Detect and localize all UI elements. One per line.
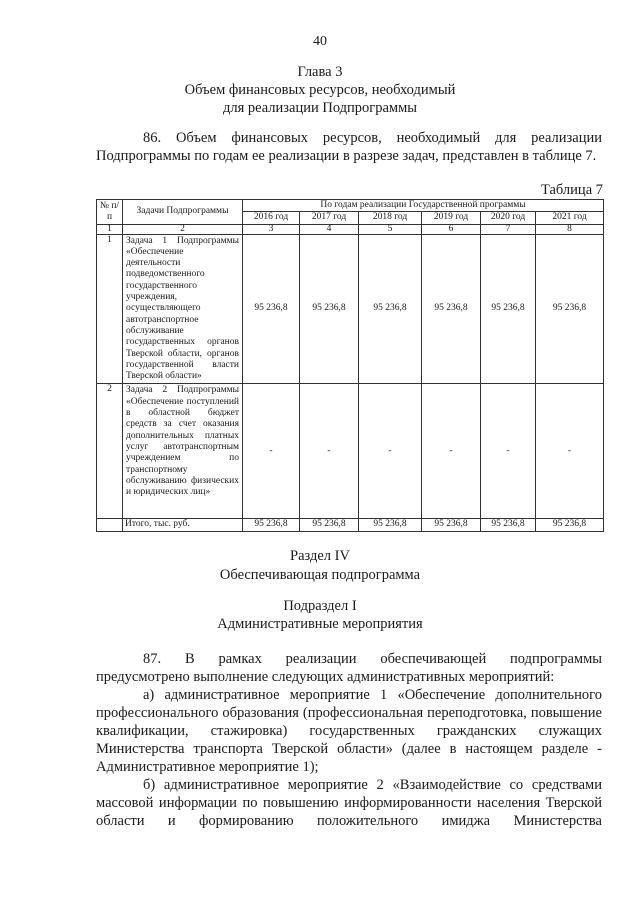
index-cell: 6 [422, 224, 481, 234]
total-label: Итого, тыс. руб. [123, 519, 243, 531]
value-cell: 95 236,8 [422, 234, 481, 384]
header-year: 2018 год [359, 212, 422, 224]
value-cell: - [359, 384, 422, 519]
chapter-title-line2: для реализации Подпрограммы [222, 100, 418, 116]
table-row [97, 384, 604, 519]
total-value: 95 236,8 [300, 519, 359, 531]
total-row [97, 519, 604, 531]
row-number: 2 [97, 384, 123, 519]
paragraph-87-intro-line2: предусмотрено выполнение следующих административных мероприятий: [96, 669, 555, 685]
header-year: 2021 год [536, 212, 604, 224]
section-number: Раздел IV [290, 548, 350, 564]
subsection-title: Административные мероприятия [217, 616, 423, 632]
total-value: 95 236,8 [243, 519, 300, 531]
task-description: Задача 1 Подпрограммы «Обеспечение деятельности подведомственного государственного учреждения, осуществляющего автотранспортное обслуживание государственных органов Тверской области, органов государственной власти Тверской области» [123, 234, 243, 384]
index-cell: 8 [536, 224, 604, 234]
value-cell: 95 236,8 [481, 234, 536, 384]
paragraph-86-text: 86. Объем финансовых ресурсов, необходимый для реализации Подпрограммы по годам ее реализации в разрезе задач, представлен в таблице 7. [96, 130, 602, 164]
task-description: Задача 2 Подпрограммы «Обеспечение поступлений в областной бюджет средств за счет оказания дополнительных платных услуг автотранспортным учреждением по транспортному обслуживанию физических и юридических лиц» [123, 384, 243, 519]
paragraph-87-item-a: а) административное мероприятие 1 «Обеспечение дополнительного профессионального образования (профессиональная переподготовка, повышение квалификации, стажировка) государственных гражданских служащих Министерства транспорта Тверской области» (далее в настоящем разделе - Административное мероприятие 1); [96, 687, 602, 775]
value-cell: - [536, 384, 604, 519]
row-number: 1 [97, 234, 123, 384]
chapter-number: Глава 3 [297, 64, 343, 80]
index-cell: 2 [123, 224, 243, 234]
finance-table [96, 199, 604, 532]
chapter-title-line1: Объем финансовых ресурсов, необходимый [184, 82, 456, 98]
index-cell: 7 [481, 224, 536, 234]
table-caption: Таблица 7 [540, 182, 603, 198]
header-task: Задачи Подпрограммы [123, 200, 243, 225]
total-value: 95 236,8 [536, 519, 604, 531]
paragraph-86 [96, 129, 602, 165]
paragraph-87-item-b: б) административное мероприятие 2 «Взаимодействие со средствами массовой информации по повышению информированности населения Тверской области и формированию положительного имиджа Министерства [96, 777, 602, 829]
header-year: 2016 год [243, 212, 300, 224]
value-cell: - [243, 384, 300, 519]
subsection-number: Подраздел I [283, 598, 357, 614]
header-num: № п/п [97, 200, 123, 225]
page-number: 40 [313, 34, 327, 49]
total-empty-cell [97, 519, 123, 531]
total-value: 95 236,8 [481, 519, 536, 531]
table-row [97, 234, 604, 384]
value-cell: 95 236,8 [300, 234, 359, 384]
total-value: 95 236,8 [422, 519, 481, 531]
header-years-group: По годам реализации Государственной программы [243, 200, 604, 212]
index-cell: 3 [243, 224, 300, 234]
total-value: 95 236,8 [359, 519, 422, 531]
header-year: 2019 год [422, 212, 481, 224]
paragraph-87 [96, 650, 602, 830]
paragraph-87-intro-line1: 87. В рамках реализации обеспечивающей подпрограммы [143, 651, 602, 667]
index-cell: 4 [300, 224, 359, 234]
value-cell: 95 236,8 [536, 234, 604, 384]
value-cell: - [481, 384, 536, 519]
index-row [97, 224, 604, 234]
index-cell: 1 [97, 224, 123, 234]
value-cell: 95 236,8 [359, 234, 422, 384]
header-year: 2017 год [300, 212, 359, 224]
value-cell: - [422, 384, 481, 519]
value-cell: 95 236,8 [243, 234, 300, 384]
header-year: 2020 год [481, 212, 536, 224]
value-cell: - [300, 384, 359, 519]
index-cell: 5 [359, 224, 422, 234]
section-title: Обеспечивающая подпрограмма [219, 567, 421, 583]
